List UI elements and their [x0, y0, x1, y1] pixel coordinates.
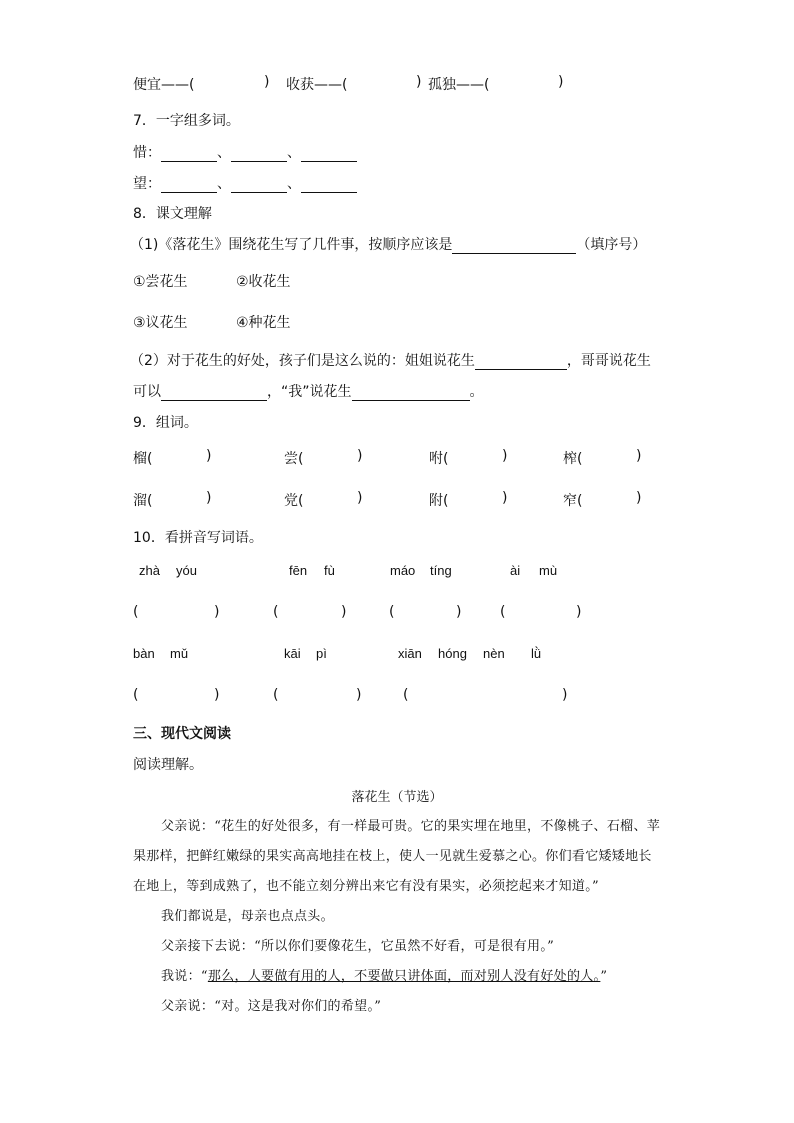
- pinyin-syllable: kāi: [284, 646, 301, 661]
- q7-sep: 、: [287, 176, 301, 192]
- pinyin-syllable: zhà: [139, 563, 160, 578]
- pinyin-syllable: lǜ: [531, 646, 542, 661]
- answer-paren-close: ): [356, 687, 362, 703]
- q7-sep: 、: [217, 145, 231, 161]
- q8-title: 8．课文理解: [133, 206, 212, 222]
- pinyin-syllable: tíng: [430, 563, 452, 578]
- q7-row-1: [133, 142, 357, 162]
- q9-cell-open: 窄(: [563, 493, 583, 509]
- underlined-sentence: 那么，人要做有用的人，不要做只讲体面，而对别人没有好处的人。: [207, 969, 601, 984]
- q8-option-1: ①尝花生: [133, 274, 188, 290]
- answer-paren-close: ): [562, 687, 568, 703]
- answer-paren-close: ): [576, 604, 582, 620]
- answer-blank[interactable]: [161, 147, 217, 162]
- passage-title: 落花生（节选）: [351, 790, 443, 805]
- pinyin-syllable: fù: [324, 563, 335, 578]
- q9-cell-close: ): [357, 448, 363, 464]
- answer-paren-close: ): [214, 687, 220, 703]
- passage-paragraph: 我们都说是，母亲也点点头。: [161, 909, 334, 924]
- q6-item-2-open: 收获——(: [286, 77, 348, 93]
- q9-cell-open: 尝(: [284, 451, 304, 467]
- q9-cell-close: ): [206, 448, 212, 464]
- q8-part-2-d: ，“我”说花生: [267, 384, 352, 400]
- q8-part-1-prefix: （1)《落花生》围绕花生写了几件事，按顺序应该是: [130, 237, 453, 253]
- q8-part-2-e: 。: [469, 384, 484, 400]
- pinyin-syllable: bàn: [133, 646, 155, 661]
- q7-sep: 、: [287, 145, 301, 161]
- q6-item-1-open: 便宜——(: [133, 77, 195, 93]
- answer-paren-open: (: [273, 604, 279, 620]
- pinyin-syllable: pì: [316, 646, 327, 661]
- answer-blank[interactable]: [452, 239, 576, 254]
- q9-cell-close: ): [636, 490, 642, 506]
- q10-title: 10．看拼音写词语。: [133, 530, 263, 546]
- pinyin-syllable: ài: [510, 563, 521, 578]
- passage-body: [133, 812, 663, 1022]
- q6-item-3-close: ): [558, 74, 564, 90]
- q8-part-2-a: （2）对于花生的好处，孩子们是这么说的：姐姐说花生: [130, 353, 475, 369]
- section-3-subheading: 阅读理解。: [133, 757, 203, 773]
- q7-row-1-char: 惜：: [133, 145, 161, 161]
- answer-blank[interactable]: [475, 355, 567, 370]
- q7-sep: 、: [217, 176, 231, 192]
- passage-paragraph: 父亲说：“对。这是我对你们的希望。”: [161, 999, 382, 1014]
- pinyin-syllable: hóng: [438, 646, 467, 661]
- answer-paren-open: (: [133, 604, 139, 620]
- q8-option-2: ②收花生: [236, 274, 291, 290]
- answer-paren-open: (: [273, 687, 279, 703]
- q8-part-2-b: ，哥哥说花生: [566, 353, 651, 369]
- q9-cell-close: ): [502, 490, 508, 506]
- q7-row-2: [133, 173, 357, 193]
- q8-part-2-line-1: [130, 350, 651, 370]
- q8-part-2-line-2: [133, 381, 484, 401]
- q6-item-3-open: 孤独——(: [428, 77, 490, 93]
- q7-title: 7．一字组多词。: [133, 113, 240, 129]
- answer-blank[interactable]: [352, 386, 470, 401]
- q9-cell-close: ): [636, 448, 642, 464]
- q9-cell-open: 榴(: [133, 451, 153, 467]
- q8-part-1: [130, 234, 646, 254]
- q8-option-3: ③议花生: [133, 315, 188, 331]
- q9-cell-open: 溜(: [133, 493, 153, 509]
- answer-blank[interactable]: [161, 386, 267, 401]
- q9-cell-open: 附(: [429, 493, 449, 509]
- pinyin-syllable: fēn: [289, 563, 308, 578]
- q9-cell-close: ): [502, 448, 508, 464]
- answer-blank[interactable]: [231, 147, 287, 162]
- answer-paren-open: (: [389, 604, 395, 620]
- pinyin-syllable: máo: [390, 563, 416, 578]
- pinyin-syllable: nèn: [483, 646, 505, 661]
- passage-paragraph-underlined: [133, 962, 663, 992]
- q8-option-4: ④种花生: [236, 315, 291, 331]
- q9-cell-close: ): [206, 490, 212, 506]
- q9-cell-open: 榨(: [563, 451, 583, 467]
- pinyin-syllable: mǔ: [170, 646, 189, 661]
- answer-paren-open: (: [500, 604, 506, 620]
- q9-cell-close: ): [357, 490, 363, 506]
- q8-part-1-suffix: （填序号）: [576, 237, 647, 253]
- pinyin-syllable: mù: [539, 563, 558, 578]
- answer-blank[interactable]: [161, 178, 217, 193]
- para4-suffix: ”: [600, 969, 608, 984]
- q6-item-2-close: ): [416, 74, 422, 90]
- answer-blank[interactable]: [301, 147, 357, 162]
- pinyin-syllable: yóu: [176, 563, 197, 578]
- q7-row-2-char: 望：: [133, 176, 161, 192]
- q9-cell-open: 咐(: [429, 451, 449, 467]
- answer-paren-open: (: [133, 687, 139, 703]
- passage-paragraph: 父亲接下去说：“所以你们要像花生，它虽然不好看，可是很有用。”: [161, 939, 555, 954]
- answer-paren-close: ): [341, 604, 347, 620]
- q8-part-2-c: 可以: [133, 384, 161, 400]
- answer-paren-open: (: [403, 687, 409, 703]
- passage-paragraph: 父亲说：“花生的好处很多，有一样最可贵。它的果实埋在地里，不像桃子、石榴、苹果那样，把鲜红嫩绿的果实高高地挂在枝上，使人一见就生爱慕之心。你们看它矮矮地长在地上，等到成熟了，也不能立刻分辨出来它有没有果实，必须挖起来才知道。”: [133, 819, 661, 894]
- q6-item-1-close: ): [264, 74, 270, 90]
- answer-paren-close: ): [214, 604, 220, 620]
- pinyin-syllable: xiān: [398, 646, 422, 661]
- q9-cell-open: 党(: [284, 493, 304, 509]
- answer-blank[interactable]: [301, 178, 357, 193]
- answer-paren-close: ): [456, 604, 462, 620]
- q9-title: 9．组词。: [133, 415, 198, 431]
- answer-blank[interactable]: [231, 178, 287, 193]
- section-3-heading: 三、现代文阅读: [133, 726, 231, 742]
- para4-prefix: 我说：“: [161, 969, 208, 984]
